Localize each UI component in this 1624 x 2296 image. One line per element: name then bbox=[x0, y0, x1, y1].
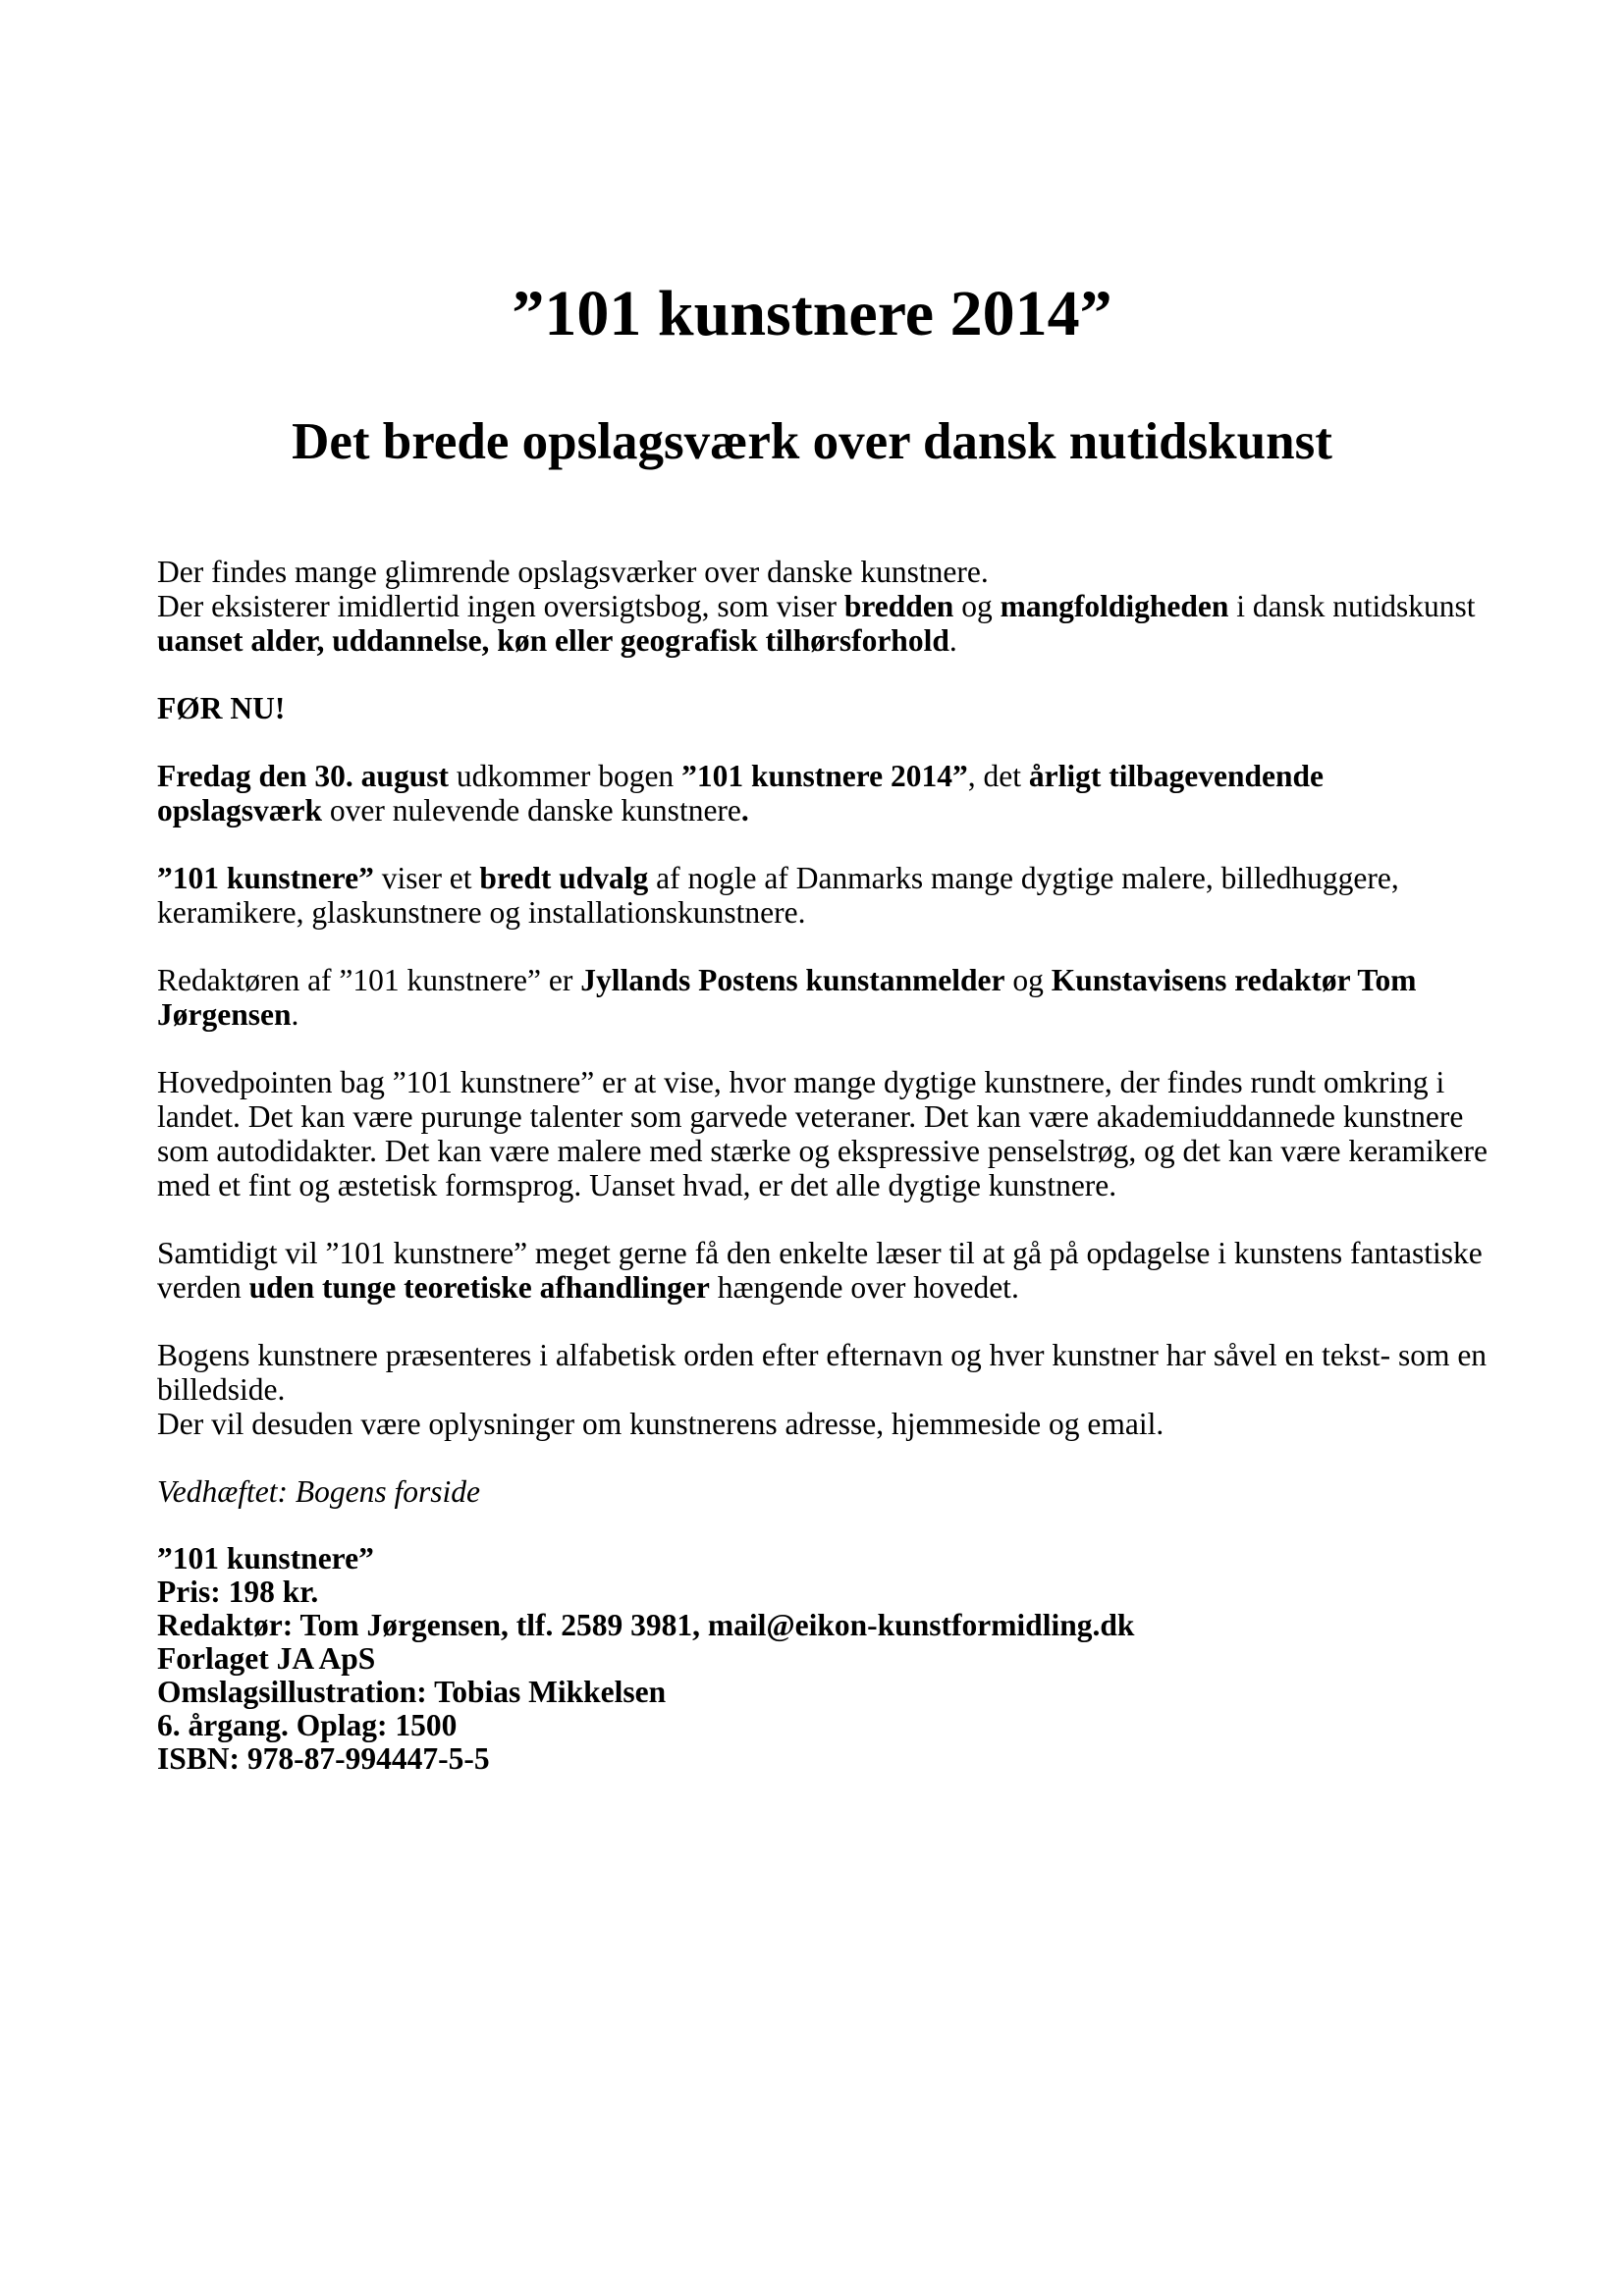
document-body bbox=[157, 555, 1492, 1776]
book-price: Pris: 198 kr. bbox=[157, 1575, 319, 1609]
paragraph-editor: Redaktøren af ”101 kunstnere” er Jyllands Postens kunstanmelder og Kunstavisens redaktør Tom Jørgensen. bbox=[157, 963, 1417, 1032]
book-illustration: Omslagsillustration: Tobias Mikkelsen bbox=[157, 1675, 667, 1709]
paragraph-selection: ”101 kunstnere” viser et bredt udvalg af nogle af Danmarks mange dygtige malere, billedhuggere, keramikere, glaskunstnere og installationskunstnere. bbox=[157, 861, 1399, 930]
document-title: ”101 kunstnere 2014” bbox=[512, 278, 1112, 349]
book-details bbox=[157, 1542, 1492, 1776]
document-subtitle: Det brede opslagsværk over dansk nutidskunst bbox=[292, 413, 1332, 470]
book-publisher: Forlaget JA ApS bbox=[157, 1641, 376, 1676]
book-edition: 6. årgang. Oplag: 1500 bbox=[157, 1708, 458, 1742]
paragraph-release: Fredag den 30. august udkommer bogen ”101 kunstnere 2014”, det årligt tilbagevendende opslagsværk over nulevende danske kunstnere. bbox=[157, 759, 1324, 828]
book-isbn: ISBN: 978-87-994447-5-5 bbox=[157, 1741, 490, 1776]
attachment-note: Vedhæftet: Bogens forside bbox=[157, 1474, 480, 1509]
paragraph-intro: Der findes mange glimrende opslagsværker over danske kunstnere. Der eksisterer imidlertid ingen oversigtsbog, som viser bredden og mangfoldigheden i dansk nutidskunst uanset alder, uddannelse, køn eller geografisk tilhørsforhold. bbox=[157, 555, 1476, 658]
book-editor: Redaktør: Tom Jørgensen, tlf. 2589 3981, mail@eikon-kunstformidling.dk bbox=[157, 1608, 1135, 1642]
paragraph-before-now: FØR NU! bbox=[157, 691, 286, 725]
paragraph-presentation: Bogens kunstnere præsenteres i alfabetisk orden efter efternavn og hver kunstner har såvel en tekst- som en billedside. Der vil desuden være oplysninger om kunstnerens adresse, hjemmeside og email. bbox=[157, 1338, 1488, 1441]
paragraph-discovery: Samtidigt vil ”101 kunstnere” meget gerne få den enkelte læser til at gå på opdagelse i kunstens fantastiske verden uden tunge teoretiske afhandlinger hængende over hovedet. bbox=[157, 1236, 1483, 1305]
paragraph-main-point: Hovedpointen bag ”101 kunstnere” er at vise, hvor mange dygtige kunstnere, der findes rundt omkring i landet. Det kan være purunge talenter som garvede veteraner. Det kan være akademiuddannede kunstnere som autodidakter. Det kan være malere med stærke og ekspressive penselstrøg, og det kan være keramikere med et fint og æstetisk formsprog. Uanset hvad, er det alle dygtige kunstnere. bbox=[157, 1065, 1488, 1202]
book-title: ”101 kunstnere” bbox=[157, 1541, 374, 1575]
